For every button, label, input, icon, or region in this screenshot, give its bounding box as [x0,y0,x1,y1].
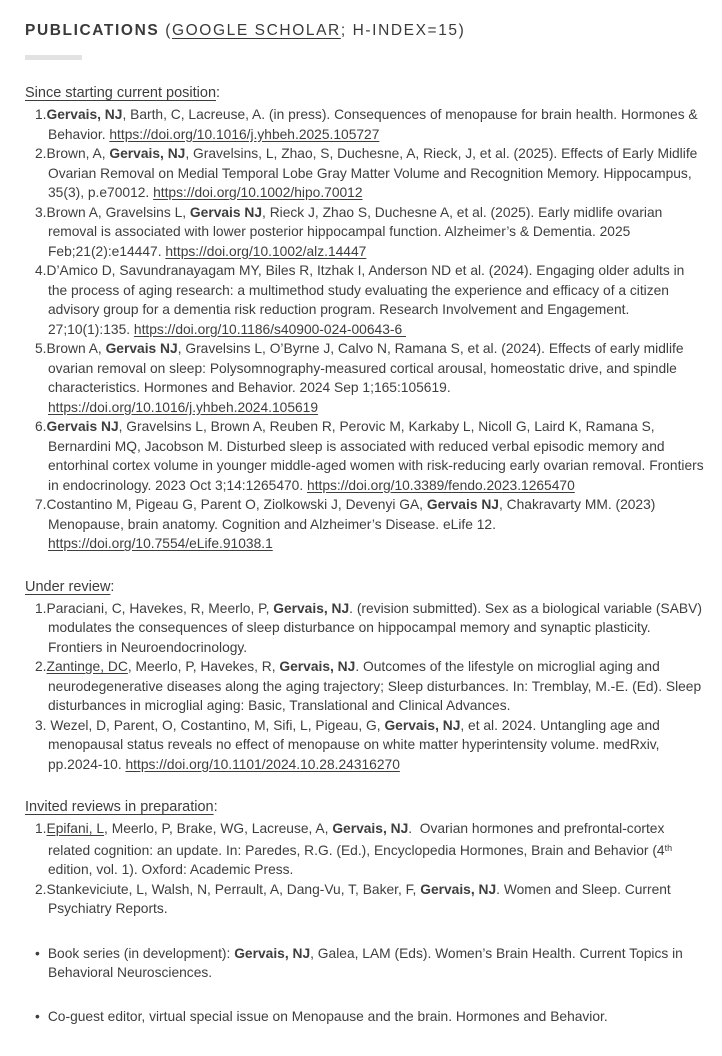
text-segment: Gervais, NJ [332,821,409,836]
text-segment: Brown, A, [46,146,110,161]
doi-link[interactable]: https://doi.org/10.1101/2024.10.28.24316270 [125,756,400,772]
bullet-marker: • [35,1008,40,1024]
section-heading-text: Since starting current position [25,85,217,101]
text-segment: . (revision submitted). Sex as a biological variable (SABV) modulates the consequences of sleep disturbance on hippocampal memory and synaptic plasticity. Frontiers in Neuroendocrinology. [48,600,702,655]
item-number: 2. [35,659,47,674]
text-segment: D’Amico D, Savundranayagam MY, Biles R, Itzhak I, Anderson ND et al. (2024). Engaging older adults in the process of aging research: a multimethod study evaluating the experience and efficacy of a citizen advisory group for a dementia risk reduction program. Research Involvement and Engagement. 27;10(1):135. [46,263,685,337]
item-number: 2. [35,146,47,161]
publication-list [25,105,706,554]
section-heading [25,799,706,815]
text-segment: Gervais, NJ [234,945,311,961]
title-suffix: ; H-INDEX=15) [340,22,466,39]
section-heading-text: Invited reviews in preparation [25,799,214,815]
text-segment: Gervais, NJ [273,600,350,616]
text-segment: Wezel, D, Parent, O, Costantino, M, Sifi, L, Pigeau, G, [46,717,385,733]
publication-item [25,417,706,495]
google-scholar-link[interactable]: GOOGLE SCHOLAR [171,22,341,39]
publication-item [25,339,706,417]
text-segment: Paraciani, C, Havekes, R, Meerlo, P, [46,600,274,616]
text-segment: . Ovarian hormones and prefrontal-cortex related cognition: an update. In: Paredes, R.G. (Ed.), Encyclopedia Hormones, Brain and Behavior (4 [48,821,665,858]
text-segment: , Gravelsins, L, Zhao, S, Duchesne, A, Rieck, J, et al. (2025). Effects of Early Midlife Ovarian Removal on Medial Temporal Lobe Gray Matter Volume and Recognition Memory. Hippocampus, 35(3), p.e70012. [48,146,698,200]
text-segment: , Meerlo, P, Brake, WG, Lacreuse, A, [104,821,333,836]
publications-content [25,85,706,1026]
text-segment: Book series (in development): [47,945,235,961]
item-number: 2. [35,881,47,897]
author-link[interactable]: Epifani, L [46,821,105,836]
publication-item [25,657,706,716]
title-divider [25,55,82,60]
author-link[interactable]: Zantinge, DC [46,659,128,674]
item-number: 5. [35,341,47,356]
text-segment: Gervais NJ [105,341,178,356]
text-segment: Gervais, NJ [420,881,497,897]
text-segment: Gervais NJ [46,419,119,434]
bullet-marker: • [35,945,40,961]
publication-item [25,495,706,554]
text-segment: , Meerlo, P, Havekes, R, [127,659,280,674]
bullet-list [25,944,706,1027]
text-segment: , Gravelsins L, Brown A, Reuben R, Perovic M, Karkaby L, Nicoll G, Laird K, Ramana S, Bernardini MQ, Jacobson M. Disturbed sleep is associated with reduced verbal episodic memory and entorhinal cortex volume in younger middle-aged women with risk-reducing early ovarian removal. Frontiers in endocrinology. 2023 Oct 3;14:1265470. [48,419,704,493]
title-open-paren: ( [159,22,172,39]
section-heading [25,579,706,595]
section-heading-colon: : [110,578,115,595]
text-segment: Costantino M, Pigeau G, Parent O, Ziolkowski J, Devenyi GA, [46,497,427,512]
item-number: 1. [35,821,47,836]
text-segment: th [664,842,673,853]
publication-item [25,203,706,262]
item-number: 3. [35,717,47,733]
text-segment: Gervais, NJ [384,717,461,733]
doi-link[interactable]: https://doi.org/10.1186/s40900-024-00643-6 [133,321,406,337]
item-number: 1. [35,107,47,122]
doi-link[interactable]: https://doi.org/10.1002/alz.14447 [165,243,367,259]
text-segment: Gervais, NJ [279,659,356,674]
text-segment: . Outcomes of the lifestyle on microglial aging and neurodegenerative diseases along the aging trajectory; Sleep disturbances. In: Tremblay, M.-E. (Ed). Sleep disturbances in microglial aging: Basic, Translational and Clinical Advances. [48,659,702,713]
section-editorial-activities [25,944,706,1027]
item-number: 3. [35,204,47,220]
section-heading-colon: : [213,799,218,815]
item-number: 6. [35,419,47,434]
text-segment: Gervais, NJ [46,107,123,122]
doi-link[interactable]: https://doi.org/10.3389/fendo.2023.1265470 [307,477,575,493]
text-segment: , Rieck J, Zhao S, Duchesne A, et al. (2025). Early midlife ovarian removal is associated with lower posterior hippocampal function. Alzheimer’s & Dementia. 2025 Feb;21(2):e14447. [48,204,663,259]
section-since-starting-current-position [25,85,706,554]
section-heading-colon: : [216,85,221,101]
text-segment: Brown A, [46,341,106,356]
doi-link[interactable]: https://doi.org/10.1016/j.yhbeh.2025.105727 [109,126,380,142]
section-invited-reviews-in-preparation [25,799,706,919]
publication-item [25,880,706,919]
publication-item [25,716,706,775]
item-number: 7. [35,497,47,512]
doi-link[interactable]: https://doi.org/10.1016/j.yhbeh.2024.105619 [48,399,319,415]
doi-link[interactable]: https://doi.org/10.1002/hipo.70012 [153,185,363,200]
text-segment: Gervais NJ [426,497,499,512]
list-item [25,1007,706,1027]
text-segment: Brown A, Gravelsins L, [46,204,190,220]
page-title-text: PUBLICATIONS [25,22,160,39]
text-segment: edition, vol. 1). Oxford: Academic Press. [48,862,294,877]
section-heading [25,85,706,101]
text-segment: Gervais, NJ [109,146,186,161]
text-segment: , Gravelsins L, O’Byrne J, Calvo N, Ramana S, et al. (2024). Effects of early midlife ovarian removal on sleep: Polysomnography-measured cortical arousal, homeostatic drive, and spindle characteristics. Hormones and Behavior. 2024 Sep 1;165:105619. [48,341,684,395]
text-segment: Co-guest editor, virtual special issue on Menopause and the brain. Hormones and Behavior. [47,1008,608,1024]
list-item [25,944,706,983]
text-segment: . Women and Sleep. Current Psychiatry Reports. [48,881,671,916]
text-segment: , et al. 2024. Untangling age and menopausal status reveals no effect of menopause on white matter hyperintensity volume. medRxiv, pp.2024-10. [48,717,660,772]
section-heading-text: Under review [25,578,111,595]
text-segment: Gervais NJ [189,204,263,220]
publication-item [25,105,706,144]
doi-link[interactable]: https://doi.org/10.7554/eLife.91038.1 [48,536,273,551]
item-number: 1. [35,600,47,616]
section-under-review [25,579,706,775]
page-title [25,22,706,40]
text-segment: , Galea, LAM (Eds). Women’s Brain Health. Current Topics in Behavioral Neurosciences. [48,945,683,980]
publication-list [25,819,706,919]
item-number: 4. [35,263,47,278]
text-segment: , Barth, C, Lacreuse, A. (in press). Consequences of menopause for brain health. Hormones & Behavior. [48,107,698,142]
publication-item [25,599,706,658]
text-segment: Stankeviciute, L, Walsh, N, Perrault, A, Dang-Vu, T, Baker, F, [46,881,421,897]
publication-item [25,819,706,880]
publication-item [25,261,706,339]
text-segment: , Chakravarty MM. (2023) Menopause, brain anatomy. Cognition and Alzheimer’s Disease. eLife 12. [48,497,656,532]
publication-item [25,144,706,203]
publication-list [25,599,706,775]
